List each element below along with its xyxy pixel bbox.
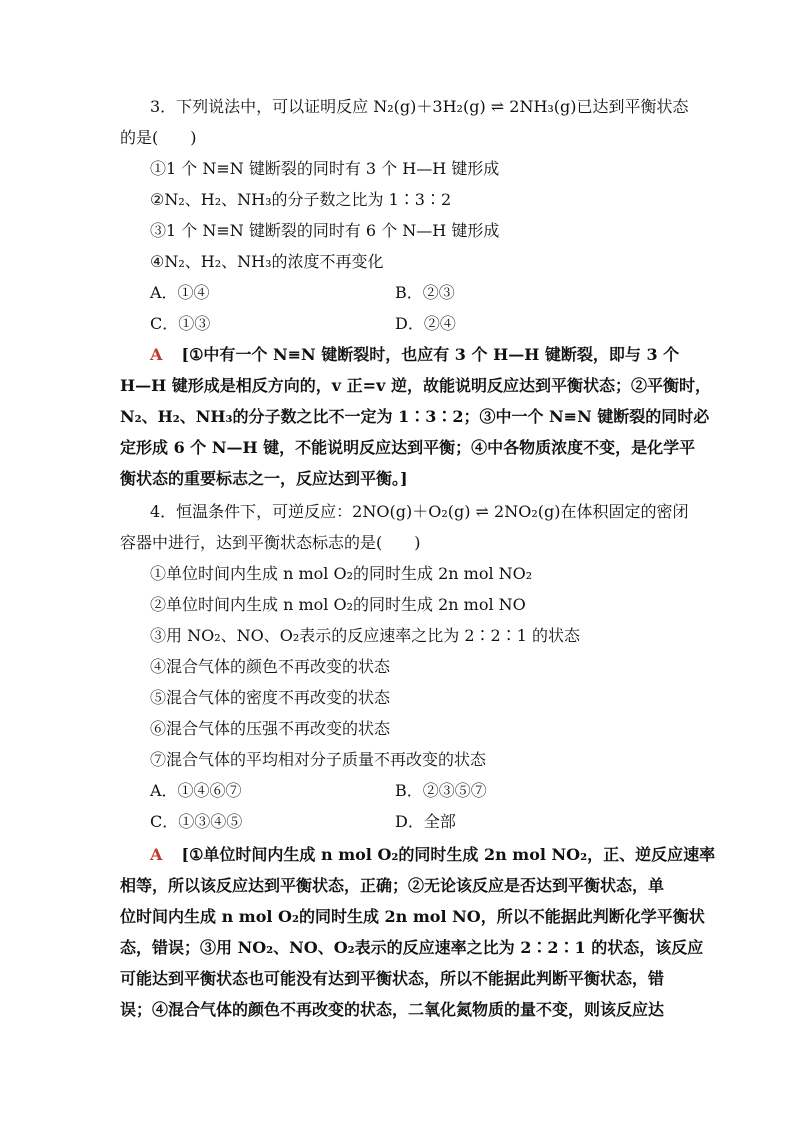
- q3-explanation-2: H—H 键形成是相反方向的，v 正=v 逆，故能说明反应达到平衡状态；②平衡时，: [120, 376, 711, 395]
- q4-option-d: D．全部: [395, 812, 456, 831]
- q3-explanation-1: [①中有一个 N≡N 键断裂时，也应有 3 个 H—H 键断裂，即与 3 个: [181, 345, 680, 364]
- q4-explanation-2: 相等，所以该反应达到平衡状态，正确；②无论该反应是否达到平衡状态，单: [120, 876, 665, 895]
- q4-option-b: B．②③⑤⑦: [395, 781, 487, 800]
- q4-explanation-6: 误；④混合气体的颜色不再改变的状态，二氧化氮物质的量不变，则该反应达: [120, 1000, 665, 1019]
- q3-item-1: ①1 个 N≡N 键断裂的同时有 3 个 H—H 键形成: [150, 159, 500, 178]
- q4-explanation-1: [①单位时间内生成 n mol O₂的同时生成 2n mol NO₂，正、逆反应速率: [181, 845, 716, 864]
- q3-stem-line2: 的是( ): [120, 128, 197, 147]
- q4-item-1: ①单位时间内生成 n mol O₂的同时生成 2n mol NO₂: [150, 564, 533, 583]
- q3-explanation-3: N₂、H₂、NH₃的分子数之比不一定为 1∶3∶2；③中一个 N≡N 键断裂的同时必: [120, 407, 710, 426]
- q4-stem-line1: 4．恒温条件下，可逆反应：2NO(g)＋O₂(g) ⇌ 2NO₂(g)在体积固定的密闭: [150, 502, 689, 521]
- q4-stem-line2: 容器中进行，达到平衡状态标志的是( ): [120, 533, 421, 552]
- q4-explanation-3: 位时间内生成 n mol O₂的同时生成 2n mol NO，所以不能据此判断化学平衡状: [120, 907, 705, 926]
- q3-stem-line1: 3．下列说法中，可以证明反应 N₂(g)＋3H₂(g) ⇌ 2NH₃(g)已达到平衡状态: [150, 97, 689, 116]
- q3-option-b: B．②③: [395, 283, 455, 302]
- q3-item-4: ④N₂、H₂、NH₃的浓度不再变化: [150, 252, 384, 271]
- q4-item-5: ⑤混合气体的密度不再改变的状态: [150, 688, 391, 707]
- q4-item-6: ⑥混合气体的压强不再改变的状态: [150, 719, 391, 738]
- q3-option-d: D．②④: [395, 314, 456, 333]
- q3-explanation-4: 定形成 6 个 N—H 键，不能说明反应达到平衡；④中各物质浓度不变，是化学平: [120, 438, 696, 457]
- q3-option-c: C．①③: [150, 314, 211, 333]
- q4-explanation-5: 可能达到平衡状态也可能没有达到平衡状态，所以不能据此判断平衡状态，错: [120, 969, 665, 988]
- q4-explanation-4: 态，错误；③用 NO₂、NO、O₂表示的反应速率之比为 2∶2∶1 的状态，该反应: [120, 938, 704, 957]
- q4-item-7: ⑦混合气体的平均相对分子质量不再改变的状态: [150, 750, 487, 769]
- q3-answer-line1: [150, 343, 679, 367]
- q3-item-3: ③1 个 N≡N 键断裂的同时有 6 个 N—H 键形成: [150, 221, 500, 240]
- q4-item-4: ④混合气体的颜色不再改变的状态: [150, 657, 391, 676]
- q3-item-2: ②N₂、H₂、NH₃的分子数之比为 1∶3∶2: [150, 190, 452, 209]
- q4-item-3: ③用 NO₂、NO、O₂表示的反应速率之比为 2∶2∶1 的状态: [150, 626, 580, 645]
- q4-item-2: ②单位时间内生成 n mol O₂的同时生成 2n mol NO: [150, 595, 526, 614]
- q4-option-a: A．①④⑥⑦: [150, 781, 242, 800]
- q3-answer-letter: A: [150, 345, 163, 364]
- q4-answer-letter: A: [150, 845, 163, 864]
- q4-answer-line1: [150, 843, 715, 867]
- q3-explanation-5: 衡状态的重要标志之一，反应达到平衡。]: [120, 469, 408, 488]
- q4-option-c: C．①③④⑤: [150, 812, 243, 831]
- q3-option-a: A．①④: [150, 283, 210, 302]
